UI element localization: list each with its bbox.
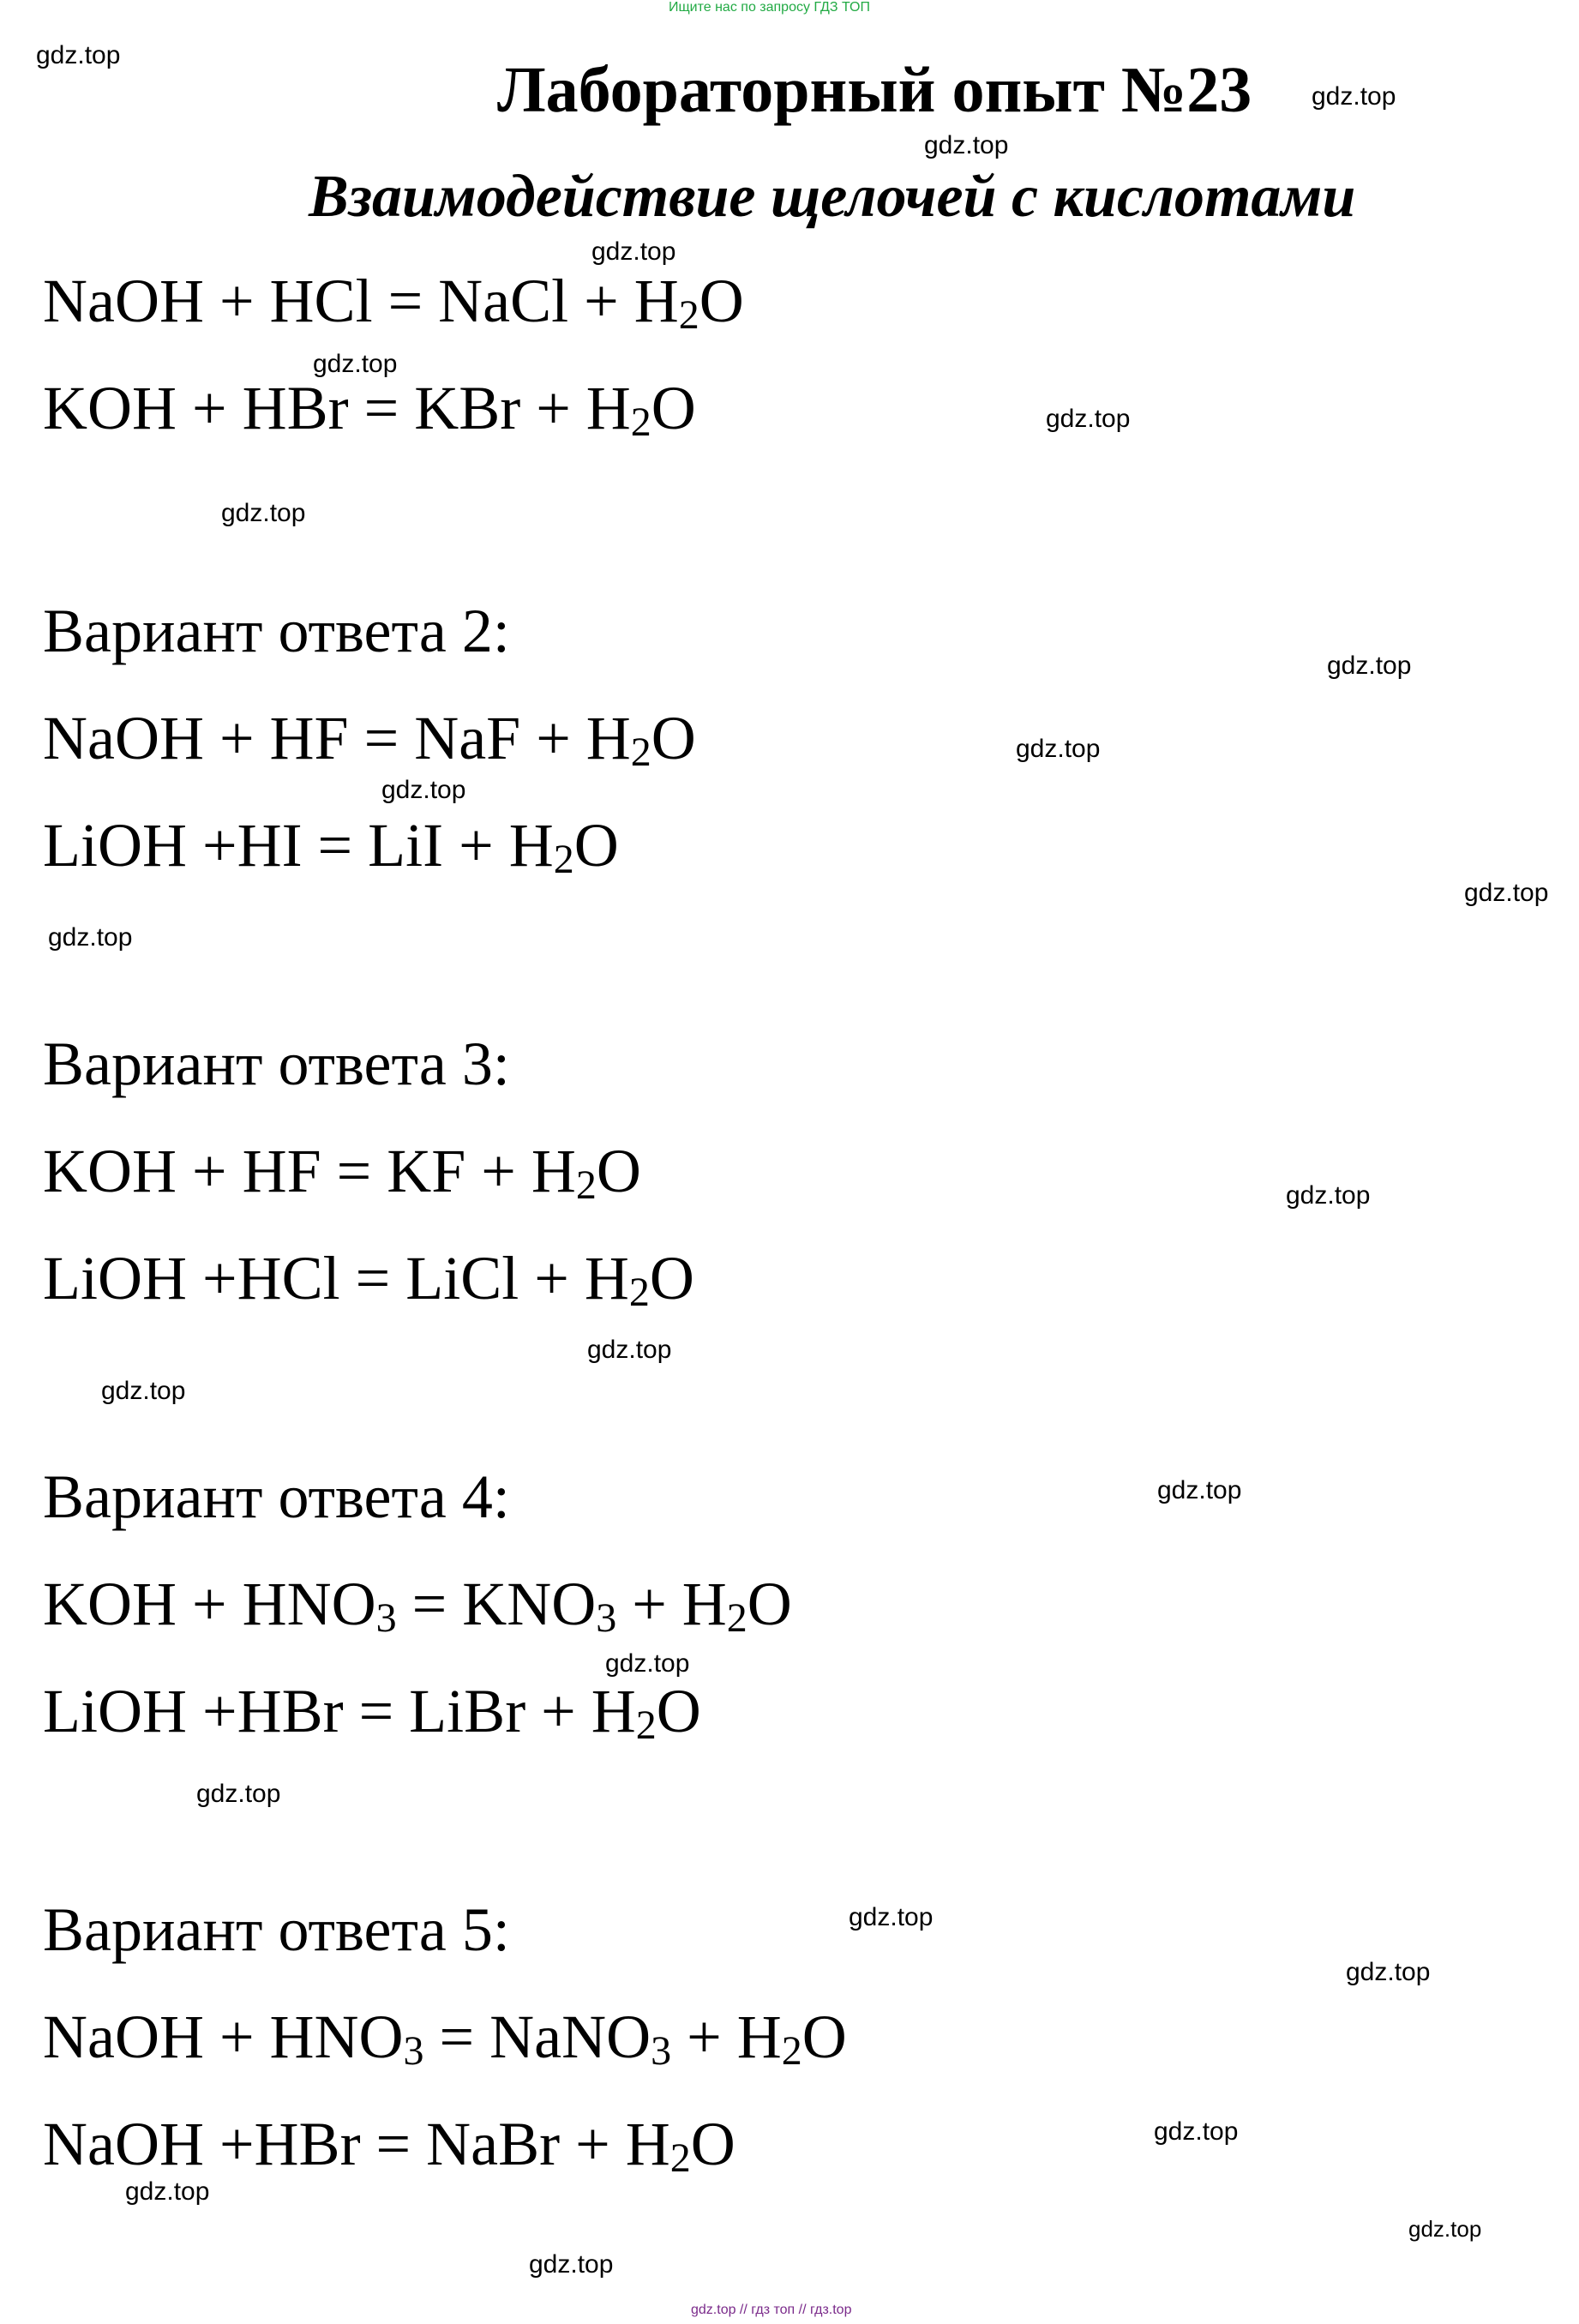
watermark: gdz.top bbox=[1286, 1181, 1371, 1210]
watermark: gdz.top bbox=[221, 499, 306, 527]
equation-3-2: LiOH +HCl = LiCl + $H_2O$ bbox=[43, 1244, 694, 1315]
equation-3-1: KOH + HF = KF + $H_2O$ bbox=[43, 1137, 641, 1208]
watermark: gdz.top bbox=[1464, 879, 1549, 907]
subscript: 2 bbox=[575, 1162, 597, 1208]
equation-1-1: NaOH + HCl = NaCl + $H_2O$ bbox=[43, 267, 744, 338]
page-subtitle: Взаимодействие щелочей с кислотами bbox=[309, 164, 1356, 230]
watermark: gdz.top bbox=[196, 1780, 281, 1808]
subscript: 2 bbox=[553, 837, 574, 882]
equation-1-2: KOH + HBr = KBr + $H_2O$ bbox=[43, 374, 696, 445]
subscript: 2 bbox=[678, 292, 699, 338]
subscript: 3 bbox=[375, 1595, 397, 1641]
top-banner: Ищите нас по запросу ГДЗ ТОП bbox=[669, 0, 870, 15]
subscript: 2 bbox=[635, 1702, 657, 1748]
equation-5-2: NaOH +HBr = NaBr + $H_2O$ bbox=[43, 2110, 735, 2181]
watermark: gdz.top bbox=[381, 776, 466, 804]
watermark: gdz.top bbox=[125, 2177, 210, 2206]
subscript: 2 bbox=[781, 2028, 802, 2074]
watermark: gdz.top bbox=[605, 1649, 690, 1678]
subscript: 2 bbox=[628, 1270, 650, 1315]
watermark: gdz.top bbox=[1327, 652, 1412, 680]
watermark: gdz.top bbox=[587, 1336, 672, 1364]
watermark: gdz.top bbox=[101, 1377, 186, 1405]
watermark: gdz.top bbox=[313, 350, 398, 378]
watermark: gdz.top bbox=[1408, 2216, 1482, 2242]
watermark: gdz.top bbox=[529, 2250, 614, 2279]
watermark: gdz.top bbox=[1312, 82, 1396, 111]
subscript: 2 bbox=[669, 2135, 691, 2181]
subscript: 2 bbox=[726, 1595, 747, 1641]
watermark: gdz.top bbox=[591, 237, 676, 266]
equation-5-1: NaOH + $HNO_3$ = NaNO$_3$ + $H_2O$ bbox=[43, 2003, 847, 2074]
subscript: 3 bbox=[596, 1595, 617, 1641]
watermark: gdz.top bbox=[1346, 1958, 1431, 1986]
subscript: 2 bbox=[630, 399, 651, 445]
subscript: 3 bbox=[651, 2028, 672, 2074]
equation-2-2: LiOH +HI = LiI + $H_2O$ bbox=[43, 811, 619, 882]
equation-4-2: LiOH +HBr = LiBr + $H_2O$ bbox=[43, 1677, 701, 1748]
watermark: gdz.top bbox=[1154, 2117, 1239, 2146]
footer-text: gdz.top // гдз топ // гдз.top bbox=[691, 2303, 852, 2317]
variant-3-heading: Вариант ответа 3: bbox=[43, 1030, 510, 1098]
watermark: gdz.top bbox=[36, 41, 121, 69]
watermark: gdz.top bbox=[1016, 735, 1101, 763]
subscript: 3 bbox=[403, 2028, 424, 2074]
watermark: gdz.top bbox=[924, 131, 1009, 159]
variant-2-heading: Вариант ответа 2: bbox=[43, 597, 510, 665]
variant-5-heading: Вариант ответа 5: bbox=[43, 1895, 510, 1964]
page-title: Лабораторный опыт №23 bbox=[497, 54, 1252, 126]
subscript: 2 bbox=[630, 730, 651, 775]
equation-4-1: KOH + $HNO_3 = KNO_3 + H_2O$ bbox=[43, 1570, 792, 1641]
variant-4-heading: Вариант ответа 4: bbox=[43, 1462, 510, 1531]
equation-2-1: NaOH + HF = NaF + $H_2O$ bbox=[43, 704, 696, 775]
watermark: gdz.top bbox=[1046, 405, 1131, 433]
watermark: gdz.top bbox=[1157, 1476, 1242, 1504]
watermark: gdz.top bbox=[849, 1903, 934, 1931]
watermark: gdz.top bbox=[48, 923, 133, 952]
